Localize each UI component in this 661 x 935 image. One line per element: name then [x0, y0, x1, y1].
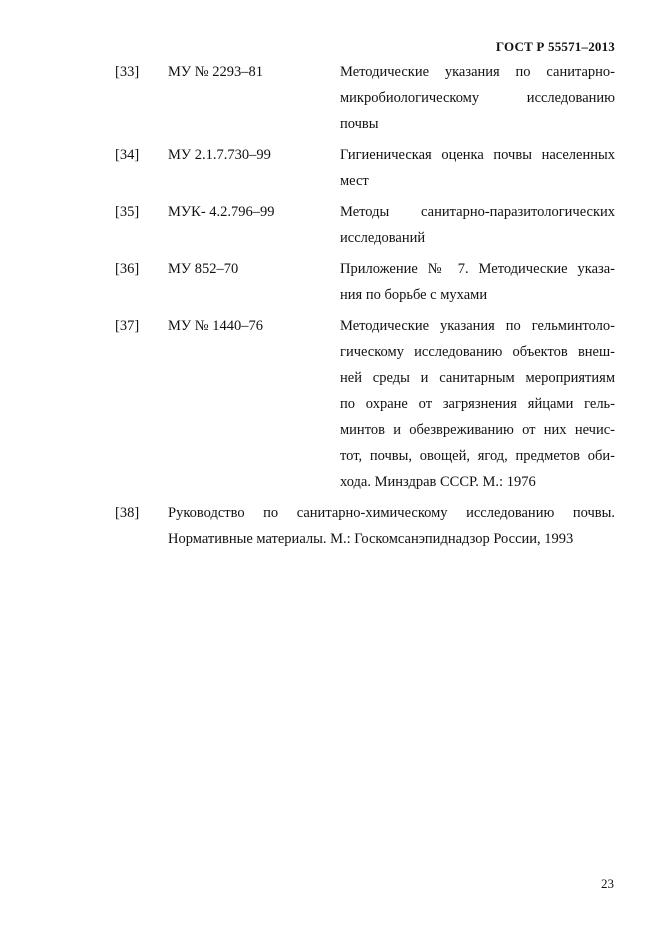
reference-title	[340, 256, 615, 308]
reference-title	[168, 500, 615, 552]
reference-title-line: исследований	[340, 230, 426, 246]
reference-title-line: почвы	[340, 116, 379, 132]
reference-number: [34]	[115, 147, 140, 163]
reference-title-line: ния по борьбе с мухами	[340, 287, 488, 303]
reference-code: МУ № 1440–76	[168, 318, 263, 334]
reference-item	[115, 500, 615, 552]
reference-title-line: Методы санитарно-паразитологических	[340, 204, 615, 220]
reference-title-line: гическому исследованию объектов внеш-	[340, 344, 615, 360]
reference-number: [36]	[115, 261, 140, 277]
reference-number: [35]	[115, 204, 140, 220]
reference-title-line: тот, почвы, овощей, ягод, предметов оби-	[340, 448, 615, 464]
reference-title-line: Руководство по санитарно-химическому исследованию почвы.	[168, 505, 615, 521]
reference-title-line: Приложение № 7. Методические указа-	[340, 261, 615, 277]
reference-code: МУК- 4.2.796–99	[168, 204, 275, 220]
reference-title-line: Нормативные материалы. М.: Госкомсанэпиднадзор России, 1993	[168, 531, 574, 547]
reference-title-line: Методические указания по гельминтоло-	[340, 318, 615, 334]
reference-title-line: микробиологическому исследованию	[340, 90, 615, 106]
reference-item	[115, 313, 615, 495]
reference-item	[115, 256, 615, 308]
reference-list	[115, 59, 615, 552]
reference-title-line: по охране от загрязнения яйцами гель-	[340, 396, 615, 412]
reference-title	[340, 59, 615, 137]
reference-title	[340, 313, 615, 495]
reference-item	[115, 199, 615, 251]
reference-title-line: Гигиеническая оценка почвы населенных	[340, 147, 615, 163]
reference-title-line: Методические указания по санитарно-	[340, 64, 615, 80]
reference-number: [33]	[115, 64, 140, 80]
reference-title	[340, 142, 615, 194]
reference-code: МУ 852–70	[168, 261, 239, 277]
reference-title-line: мест	[340, 173, 369, 189]
reference-code: МУ № 2293–81	[168, 64, 263, 80]
reference-number: [37]	[115, 318, 140, 334]
reference-code: МУ 2.1.7.730–99	[168, 147, 271, 163]
reference-item	[115, 142, 615, 194]
document-header: ГОСТ Р 55571–2013	[495, 39, 615, 54]
reference-item	[115, 59, 615, 137]
reference-number: [38]	[115, 505, 140, 521]
page-number: 23	[601, 876, 614, 891]
reference-title-line: ней среды и санитарным мероприятиям	[340, 370, 615, 386]
reference-title-line: минтов и обезвреживанию от них нечис-	[340, 422, 615, 438]
reference-title	[340, 199, 615, 251]
reference-title-line: хода. Минздрав СССР. М.: 1976	[340, 474, 536, 490]
